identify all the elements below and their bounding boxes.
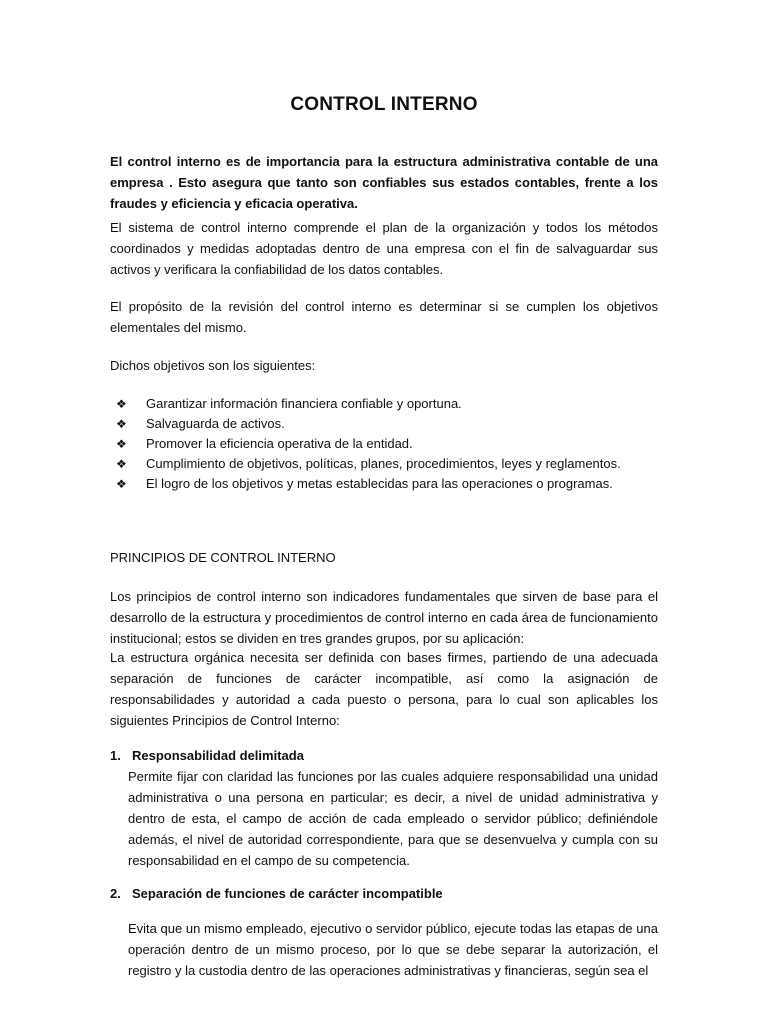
list-item: ❖ El logro de los objetivos y metas establecidas para las operaciones o programas.: [110, 474, 670, 494]
diamond-bullet-icon: ❖: [116, 477, 127, 491]
principles-text: La estructura orgánica necesita ser definida con bases firmes, partiendo de una adecuada separación de funciones de carácter incompatible, así como la asignación de responsabilidades y autoridad a cada puesto o persona, para lo cual son aplicables los siguientes Principios de Control Interno:: [110, 650, 658, 728]
paragraph-system: El sistema de control interno comprende el plan de la organización y todos los métodos coordinados y medidas adoptadas dentro de una empresa con el fin de salvaguardar sus activos y verificara la confiabilidad de los datos contables.: [110, 220, 658, 277]
principle-heading-1: 1. Responsabilidad delimitada: [110, 748, 304, 763]
principle-text-2: Evita que un mismo empleado, ejecutivo o servidor público, ejecute todas las etapas de una operación dentro de un mismo proceso, por lo que se debe separar la autorización, el registro y la custodia dentro de las operaciones administrativas y financieras, según sea el: [128, 921, 658, 978]
diamond-bullet-icon: ❖: [116, 457, 127, 471]
list-item: ❖ Salvaguarda de activos.: [110, 414, 670, 434]
list-item: ❖ Garantizar información financiera confiable y oportuna.: [110, 394, 670, 414]
diamond-bullet-icon: ❖: [116, 397, 127, 411]
paragraph-objectives-lead: Dichos objetivos son los siguientes:: [110, 358, 316, 373]
diamond-bullet-icon: ❖: [116, 417, 127, 431]
objectives-list: [110, 394, 670, 494]
section-heading: PRINCIPIOS DE CONTROL INTERNO: [110, 550, 336, 565]
diamond-bullet-icon: ❖: [116, 437, 127, 451]
principle-heading-2: 2. Separación de funciones de carácter incompatible: [110, 886, 443, 901]
list-item: ❖ Promover la eficiencia operativa de la entidad.: [110, 434, 670, 454]
paragraph-purpose: El propósito de la revisión del control interno es determinar si se cumplen los objetivos elementales del mismo.: [110, 299, 658, 335]
principle-text-1: Permite fijar con claridad las funciones por las cuales adquiere responsabilidad una unidad administrativa o una persona en particular; es decir, a nivel de unidad administrativa y dentro de esta, el campo de acción de cada empleado o servidor público; definiéndole además, el nivel de autoridad correspondiente, para que se desenvuelva y cumpla con su responsabilidad en el campo de su competencia.: [128, 769, 658, 868]
list-item: ❖ Cumplimiento de objetivos, políticas, planes, procedimientos, leyes y reglamentos.: [110, 454, 670, 474]
intro-paragraph: El control interno es de importancia para la estructura administrativa contable de una empresa . Esto asegura que tanto son confiables sus estados contables, frente a los fraudes y eficiencia y eficacia operativa.: [110, 154, 658, 211]
page-title: CONTROL INTERNO: [290, 94, 478, 115]
principles-intro: Los principios de control interno son indicadores fundamentales que sirven de base para el desarrollo de la estructura y procedimientos de control interno en cada área de funcionamiento institucional; estos se dividen en tres grandes grupos, por su aplicación:: [110, 589, 658, 646]
